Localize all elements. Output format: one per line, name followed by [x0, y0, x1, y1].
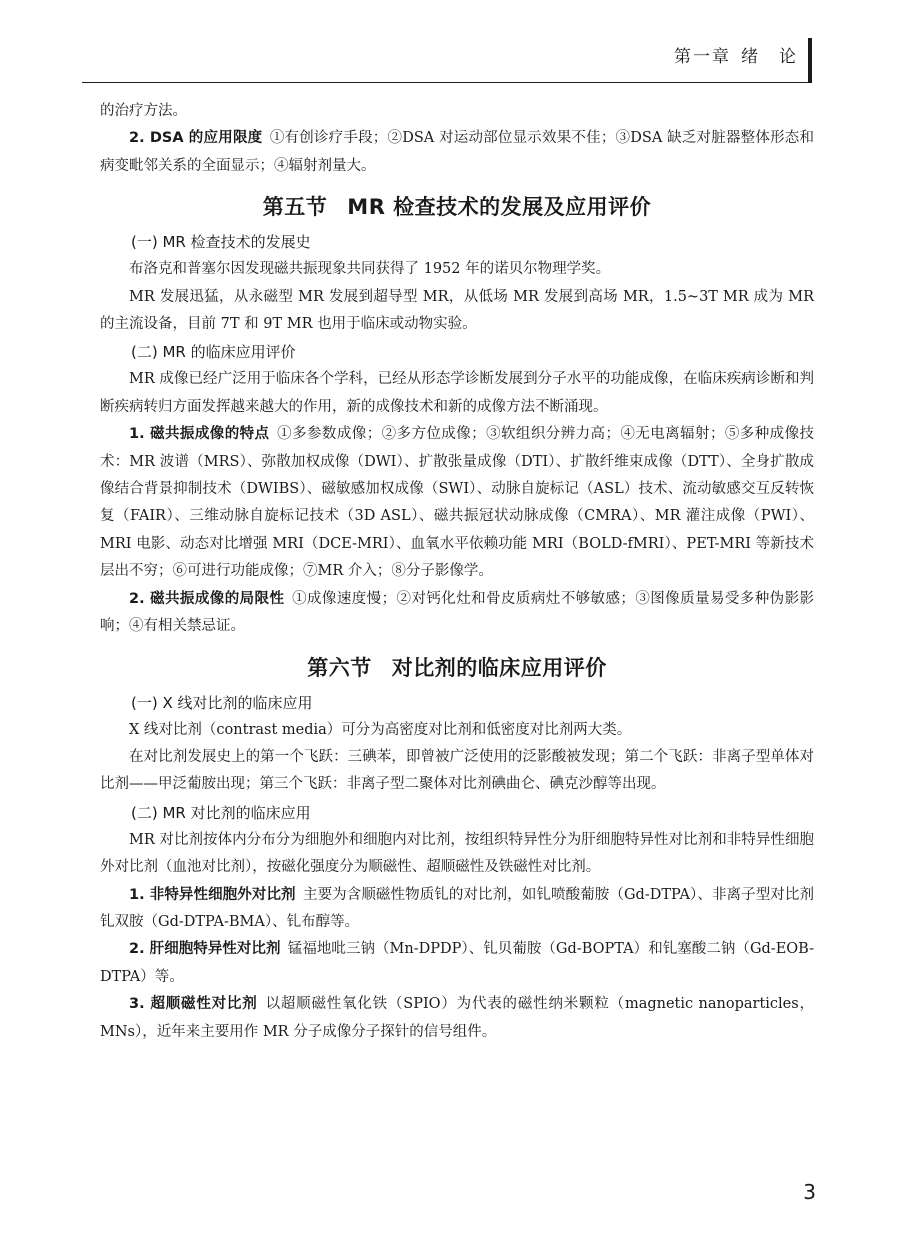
- section-6-heading: 对比剂的临床应用评价: [391, 655, 607, 680]
- dsa-limitations: [100, 125, 814, 180]
- superparamagnetic-contrast: [100, 991, 814, 1046]
- section-5-sub-1-heading: (一) MR 检查技术的发展史: [131, 233, 311, 252]
- section-5-title: [100, 190, 814, 224]
- hepatocyte-contrast-text: 锰福地吡三钠（Mn-DPDP）、钆贝葡胺（Gd-BOPTA）和钆塞酸二钠（Gd-EOB-DTPA）等。: [100, 941, 814, 985]
- section-5-heading: MR 检查技术的发展及应用评价: [347, 195, 652, 220]
- section-5-sub-1-para-2: MR 发展迅猛，从永磁型 MR 发展到超导型 MR，从低场 MR 发展到高场 MR，1.5~3T MR 成为 MR 的主流设备，目前 7T 和 9T MR 也用于临床或动物实验。: [100, 288, 814, 333]
- carry-over-text: 的治疗方法。: [100, 103, 187, 119]
- mri-features-heading: 1. 磁共振成像的特点: [129, 426, 270, 443]
- section-6-title: [100, 651, 814, 685]
- section-6-sub-2-heading: (二) MR 对比剂的临床应用: [131, 803, 311, 822]
- mri-limitations: [100, 586, 814, 641]
- section-5-sub-1-para-1: 布洛克和普塞尔因发现磁共振现象共同获得了 1952 年的诺贝尔物理学奖。: [129, 261, 611, 278]
- header-bar: [808, 38, 812, 82]
- dsa-limitations-heading: 2. DSA 的应用限度: [129, 130, 263, 147]
- section-6-sub-1-para-2: 在对比剂发展史上的第一个飞跃：三碘苯，即曾被广泛使用的泛影酸被发现；第二个飞跃：非离子型单体对比剂——甲泛葡胺出现；第三个飞跃：非离子型二聚体对比剂碘曲仑、碘克沙醇等出现。: [100, 748, 814, 793]
- section-5-sub-2-heading: (二) MR 的临床应用评价: [131, 343, 296, 362]
- section-6-number: 第六节: [307, 655, 372, 680]
- section-6-sub-2-para-1: MR 对比剂按体内分布分为细胞外和细胞内对比剂，按组织特异性分为肝细胞特异性对比剂和非特异性细胞外对比剂（血池对比剂），按磁化强度分为顺磁性、超顺磁性及铁磁性对比剂。: [100, 831, 814, 876]
- section-6-sub-1-para-1: X 线对比剂（contrast media）可分为高密度对比剂和低密度对比剂两大类。: [129, 721, 632, 738]
- nonspecific-contrast-text: 主要为含顺磁性物质钆的对比剂，如钆喷酸葡胺（Gd-DTPA）、非离子型对比剂钆双胺（Gd-DTPA-BMA）、钆布醇等。: [100, 886, 814, 930]
- nonspecific-contrast-heading: 1. 非特异性细胞外对比剂: [129, 886, 296, 903]
- section-5-number: 第五节: [262, 195, 328, 220]
- section-6-sub-1-heading: (一) X 线对比剂的临床应用: [131, 693, 313, 712]
- header-rule: [82, 82, 812, 83]
- chapter-number: 第一章: [674, 47, 731, 67]
- hepatocyte-contrast-heading: 2. 肝细胞特异性对比剂: [129, 941, 281, 958]
- hepatocyte-contrast: [100, 936, 814, 991]
- mri-limitations-text: ①成像速度慢；②对钙化灶和骨皮质病灶不够敏感；③图像质量易受多种伪影影响；④有相关禁忌证。: [100, 590, 814, 635]
- superparamagnetic-contrast-heading: 3. 超顺磁性对比剂: [129, 996, 258, 1013]
- mri-features-text: ①多参数成像；②多方位成像；③软组织分辨力高；④无电离辐射；⑤多种成像技术：MR 波谱（MRS）、弥散加权成像（DWI）、扩散张量成像（DTI）、扩散纤维束成像（DTT）、全身扩散成像结合背景抑制技术（DWIBS）、磁敏感加权成像（SWI）、动脉自旋标记（ASL）技术、流动敏感交互反转恢复（FAIR）、三维动脉自旋标记技术（3D ASL）、磁共振冠状动脉成像（CMRA）、MR 灌注成像（PWI）、MRI 电影、动态对比增强 MRI（DCE-MRI）、血氧水平依赖功能 MRI（BOLD-fMRI）、PET-MRI 等新技术层出不穷；⑥可进行功能成像；⑦MR 介入；⑧分子影像学。: [100, 426, 814, 580]
- dsa-limitations-text: ①有创诊疗手段；②DSA 对运动部位显示效果不佳；③DSA 缺乏对脏器整体形态和病变毗邻关系的全面显示；④辐射剂量大。: [100, 130, 814, 174]
- page-body: [100, 98, 814, 1046]
- page-number: 3: [803, 1180, 816, 1204]
- chapter-title: 绪 论: [741, 47, 798, 67]
- running-head: [674, 42, 798, 67]
- nonspecific-contrast: [100, 882, 814, 937]
- section-5-sub-2-para-1: MR 成像已经广泛用于临床各个学科，已经从形态学诊断发展到分子水平的功能成像，在临床疾病诊断和判断疾病转归方面发挥越来越大的作用，新的成像技术和新的成像方法不断涌现。: [100, 371, 814, 415]
- mri-features: [100, 421, 814, 585]
- mri-limitations-heading: 2. 磁共振成像的局限性: [129, 590, 285, 607]
- superparamagnetic-contrast-text: 以超顺磁性氧化铁（SPIO）为代表的磁性纳米颗粒（magnetic nanoparticles，MNs），近年来主要用作 MR 分子成像分子探针的信号组件。: [100, 996, 814, 1040]
